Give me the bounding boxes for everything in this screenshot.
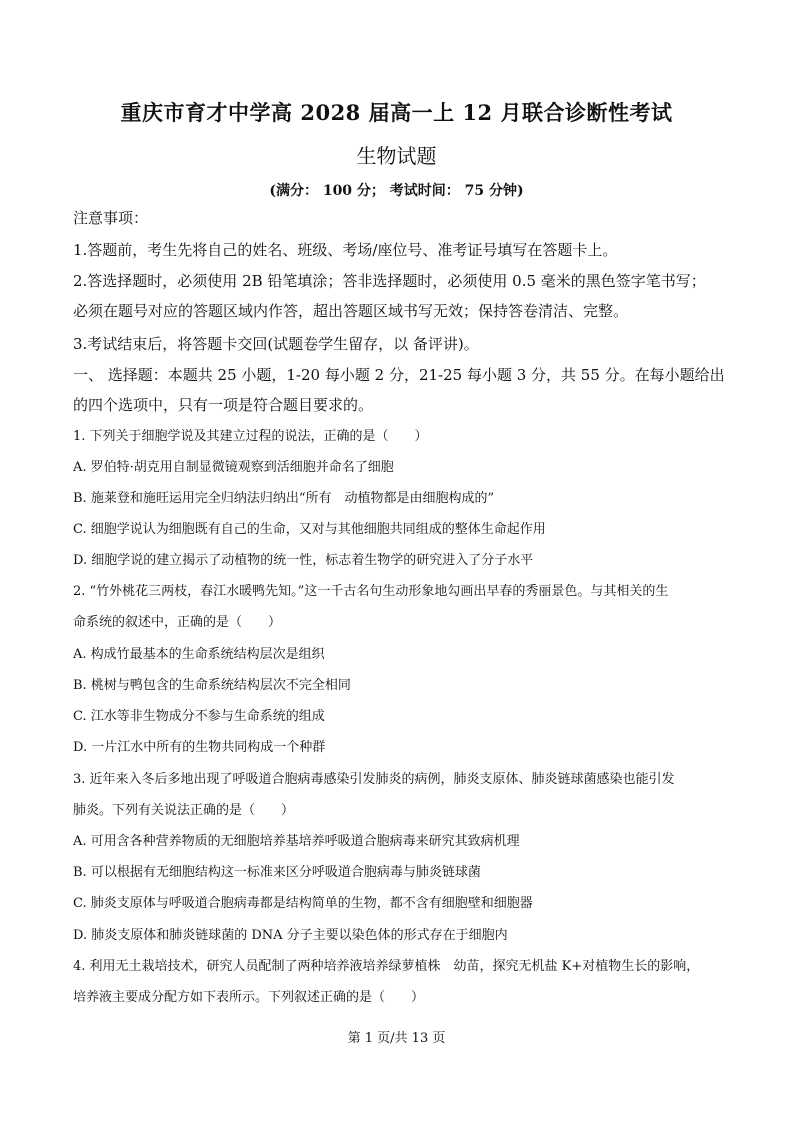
question-2-option-a: A. 构成竹最基本的生命系统结构层次是组织 [73,647,325,662]
question-3-option-a: A. 可用含各种营养物质的无细胞培养基培养呼吸道合胞病毒来研究其致病机理 [73,834,520,849]
question-1-stem: 1. 下列关于细胞学说及其建立过程的说法，正确的是（ ） [73,429,428,444]
question-3-option-d: D. 肺炎支原体和肺炎链球菌的 DNA 分子主要以染色体的形式存在于细胞内 [73,928,508,943]
question-2-option-c: C. 江水等非生物成分不参与生命系统的组成 [73,709,325,724]
question-2-stem-cont: 命系统的叙述中，正确的是（ ） [73,615,282,630]
notes-heading: 注意事项： [73,209,149,227]
subject-title: 生物试题 [356,144,437,168]
question-2-stem: 2. “竹外桃花三两枝，春江水暖鸭先知。”这一千古名句生动形象地勾画出早春的秀丽景色。与其相关的生 [73,584,669,599]
note-item: 1.答题前，考生先将自己的姓名、班级、考场/座位号、准考证号填写在答题卡上。 [73,241,618,259]
question-3-option-c: C. 肺炎支原体与呼吸道合胞病毒都是结构简单的生物，都不含有细胞壁和细胞器 [73,896,533,911]
question-3-stem: 3. 近年来入冬后多地出现了呼吸道合胞病毒感染引发肺炎的病例，肺炎支原体、肺炎链球菌感染也能引发 [73,772,675,787]
question-3-stem-cont: 肺炎。下列有关说法正确的是（ ） [73,803,295,818]
note-item: 2.答选择题时，必须使用 2B 铅笔填涂；答非选择题时，必须使用 0.5 毫米的黑色签字笔书写； [73,272,706,290]
question-4-stem-cont: 培养液主要成分配方如下表所示。下列叙述正确的是（ ） [73,990,425,1005]
question-1-option-d: D. 细胞学说的建立揭示了动植物的统一性，标志着生物学的研究进入了分子水平 [73,553,534,568]
note-item: 3.考试结束后，将答题卡交回(试题卷学生留存，以 备评讲)。 [73,335,479,353]
exam-info: (满分： 100 分； 考试时间： 75 分钟) [269,183,524,199]
exam-title: 重庆市育才中学高 2028 届高一上 12 月联合诊断性考试 [120,100,673,125]
question-1-option-a: A. 罗伯特·胡克用自制显微镜观察到活细胞并命名了细胞 [73,460,394,475]
question-1-option-c: C. 细胞学说认为细胞既有自己的生命，又对与其他细胞共同组成的整体生命起作用 [73,522,546,537]
question-2-option-d: D. 一片江水中所有的生物共同构成一个种群 [73,740,326,755]
question-1-option-b: B. 施莱登和施旺运用完全归纳法归纳出“所有 动植物都是由细胞构成的” [73,491,495,506]
section-heading-cont: 的四个选项中，只有一项是符合题目要求的。 [73,396,374,414]
question-2-option-b: B. 桃树与鸭包含的生命系统结构层次不完全相同 [73,678,351,693]
note-item: 必须在题号对应的答题区域内作答，超出答题区域书写无效；保持答卷清洁、完整。 [73,302,629,320]
page-footer: 第 1 页/共 13 页 [347,1031,446,1046]
section-heading: 一、 选择题：本题共 25 小题，1-20 每小题 2 分，21-25 每小题 3 分，共 55 分。在每小题给出 [73,366,725,384]
question-4-stem: 4. 利用无土栽培技术，研究人员配制了两种培养液培养绿萝植株 幼苗，探究无机盐 K+对植物生长的影响， [73,959,700,974]
question-3-option-b: B. 可以根据有无细胞结构这一标准来区分呼吸道合胞病毒与肺炎链球菌 [73,865,481,880]
